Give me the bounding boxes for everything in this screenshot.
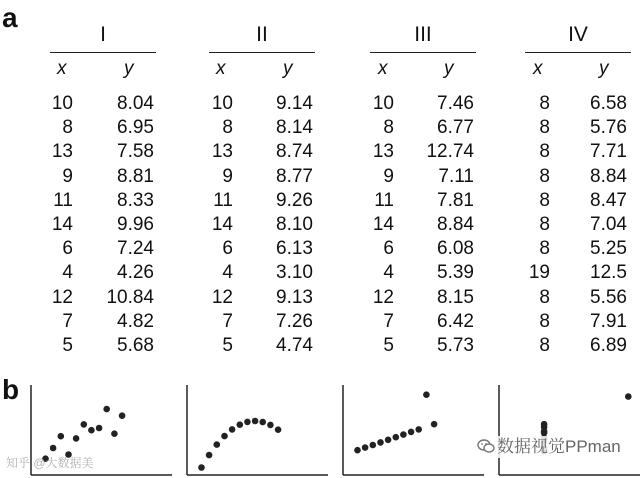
wechat-icon (477, 437, 495, 455)
cell-y: 9.13 (276, 286, 313, 308)
group-rule (370, 52, 476, 53)
scatter-point (229, 426, 236, 433)
cell-y: 4.26 (117, 262, 154, 284)
scatter-point (96, 425, 103, 432)
group-title: III (414, 23, 432, 46)
table-row (50, 334, 156, 358)
table-row (209, 92, 315, 116)
cell-x: 8 (539, 238, 550, 260)
cell-x: 9 (62, 165, 73, 187)
scatter-svg (498, 385, 640, 476)
cell-x: 11 (53, 189, 73, 211)
table-row (50, 116, 156, 140)
scatter-point (73, 435, 80, 442)
scatter-point (370, 442, 377, 449)
cell-y: 7.04 (590, 213, 627, 235)
group-title: IV (568, 23, 588, 46)
cell-x: 11 (374, 189, 394, 211)
cell-y: 6.95 (117, 117, 154, 139)
table-row (525, 237, 631, 261)
table-row (525, 286, 631, 310)
cell-x: 8 (539, 334, 550, 356)
cell-y: 6.42 (437, 310, 474, 332)
table-row (370, 237, 476, 261)
cell-y: 7.91 (590, 310, 627, 332)
cell-x: 9 (222, 165, 233, 187)
group-rule (50, 52, 156, 53)
cell-y: 12.5 (590, 262, 627, 284)
cell-y: 4.82 (117, 310, 154, 332)
cell-x: 9 (383, 165, 394, 187)
group-rule (209, 52, 315, 53)
cell-y: 7.46 (437, 93, 474, 114)
cell-y: 7.71 (590, 141, 627, 163)
table-row (209, 189, 315, 213)
table-row (370, 140, 476, 164)
cell-y: 8.33 (117, 189, 154, 211)
cell-y: 8.84 (590, 165, 627, 187)
scatter-point (393, 434, 400, 441)
scatter-point (214, 441, 221, 448)
cell-x: 8 (222, 117, 233, 139)
table-row (50, 213, 156, 237)
cell-x: 8 (383, 117, 394, 139)
cell-x: 10 (372, 93, 394, 114)
table-row (50, 237, 156, 261)
cell-y: 4.74 (276, 334, 313, 356)
column-header-x: x (378, 58, 388, 79)
cell-y: 8.84 (437, 213, 474, 235)
cell-y: 6.08 (437, 238, 474, 260)
cell-x: 6 (62, 238, 73, 260)
cell-y: 6.89 (590, 334, 627, 356)
scatter-point (244, 419, 251, 426)
cell-y: 5.76 (590, 117, 627, 139)
cell-x: 13 (211, 141, 233, 163)
column-header-x: x (57, 58, 67, 79)
cell-x: 4 (383, 262, 394, 284)
cell-x: 8 (539, 141, 550, 163)
cell-y: 5.25 (590, 238, 627, 260)
scatter-point (111, 430, 118, 437)
cell-x: 13 (372, 141, 394, 163)
scatter-point (198, 464, 205, 471)
scatter-point (237, 421, 244, 428)
dataset-group-1 (50, 22, 156, 367)
dataset-group-4 (525, 22, 631, 367)
cell-y: 9.14 (276, 93, 313, 114)
table-row (209, 334, 315, 358)
cell-x: 8 (62, 117, 73, 139)
scatter-point (415, 426, 422, 433)
column-header-y: y (283, 58, 293, 79)
scatter-point (221, 433, 228, 440)
cell-x: 7 (62, 310, 73, 332)
scatter-point (206, 452, 213, 459)
cell-y: 8.47 (590, 189, 627, 211)
table-row (525, 116, 631, 140)
table-row (370, 189, 476, 213)
table-row (209, 140, 315, 164)
scatter-point (541, 428, 548, 435)
cell-y: 7.11 (438, 165, 474, 187)
cell-x: 10 (51, 93, 73, 114)
scatter-svg (342, 385, 484, 476)
table-rows (370, 92, 476, 358)
cell-x: 12 (211, 286, 233, 308)
table-row (370, 165, 476, 189)
scatter-point (362, 444, 369, 451)
scatter-point (50, 445, 57, 452)
table-row (209, 310, 315, 334)
cell-x: 5 (383, 334, 394, 356)
scatter-point (377, 439, 384, 446)
cell-x: 8 (539, 165, 550, 187)
scatter-point (259, 419, 266, 426)
cell-x: 4 (62, 262, 73, 284)
table-row (50, 310, 156, 334)
cell-x: 12 (51, 286, 73, 308)
table-rows (50, 92, 156, 358)
scatter-point (81, 421, 88, 428)
scatter-point (408, 429, 415, 436)
cell-y: 6.13 (276, 238, 313, 260)
scatter-point (252, 418, 259, 425)
cell-y: 9.26 (276, 189, 313, 211)
cell-x: 8 (539, 286, 550, 308)
table-row (525, 140, 631, 164)
scatter-point (423, 391, 430, 398)
table-row (50, 189, 156, 213)
column-header-x: x (533, 58, 543, 79)
group-title: I (100, 23, 106, 46)
table-row (525, 92, 631, 116)
scatter-point (119, 412, 126, 419)
scatter-panel-4 (498, 385, 640, 476)
column-header-y: y (599, 58, 609, 79)
watermark-right-text: 数据视觉PPman (497, 437, 621, 456)
cell-x: 5 (222, 334, 233, 356)
cell-y: 6.77 (437, 117, 474, 139)
table-row (209, 237, 315, 261)
cell-x: 6 (222, 238, 233, 260)
cell-x: 6 (383, 238, 394, 260)
scatter-point (88, 427, 95, 434)
column-header-y: y (444, 58, 454, 79)
cell-y: 12.74 (426, 141, 474, 163)
cell-y: 8.74 (276, 141, 313, 163)
cell-y: 8.14 (276, 117, 313, 139)
cell-x: 12 (372, 286, 394, 308)
table-row (209, 286, 315, 310)
group-rule (525, 52, 631, 53)
cell-y: 7.26 (276, 310, 313, 332)
table-row (370, 286, 476, 310)
table-row (209, 213, 315, 237)
dataset-group-3 (370, 22, 476, 367)
table-row (525, 310, 631, 334)
cell-x: 14 (211, 213, 233, 235)
cell-y: 5.39 (437, 262, 474, 284)
cell-y: 7.24 (117, 238, 154, 260)
panel-a-label: a (2, 2, 18, 33)
cell-y: 8.10 (276, 213, 313, 235)
cell-x: 7 (222, 310, 233, 332)
cell-x: 11 (213, 189, 233, 211)
cell-x: 13 (51, 141, 73, 163)
table-row (370, 116, 476, 140)
cell-y: 8.15 (437, 286, 474, 308)
panel-b-label: b (2, 374, 20, 405)
cell-y: 7.58 (117, 141, 154, 163)
table-rows (525, 92, 631, 358)
table-row (525, 334, 631, 358)
table-row (209, 261, 315, 285)
table-row (525, 213, 631, 237)
table-row (525, 189, 631, 213)
cell-x: 4 (222, 262, 233, 284)
watermark-left: 知乎 @大数据美 (6, 456, 94, 470)
scatter-point (431, 421, 438, 428)
scatter-panel-2 (186, 385, 328, 476)
table-rows (209, 92, 315, 358)
cell-x: 8 (539, 310, 550, 332)
table-row (370, 92, 476, 116)
scatter-point (267, 422, 274, 429)
column-header-x: x (216, 58, 226, 79)
cell-y: 8.04 (117, 93, 154, 114)
table-row (370, 261, 476, 285)
cell-x: 19 (528, 262, 550, 284)
cell-y: 7.81 (437, 189, 474, 211)
cell-x: 5 (62, 334, 73, 356)
cell-x: 14 (51, 213, 73, 235)
cell-x: 8 (539, 213, 550, 235)
cell-y: 5.68 (117, 334, 154, 356)
cell-y: 8.77 (276, 165, 313, 187)
scatter-point (103, 406, 110, 413)
cell-x: 8 (539, 93, 550, 114)
table-row (50, 140, 156, 164)
watermark-right (475, 436, 623, 458)
table-row (50, 286, 156, 310)
cell-y: 5.73 (437, 334, 474, 356)
dataset-group-2 (209, 22, 315, 367)
scatter-point (625, 393, 632, 400)
scatter-point (400, 431, 407, 438)
table-row (525, 165, 631, 189)
cell-y: 8.81 (117, 165, 154, 187)
scatter-point (58, 433, 65, 440)
cell-x: 8 (539, 117, 550, 139)
cell-x: 8 (539, 189, 550, 211)
table-row (525, 261, 631, 285)
scatter-point (275, 426, 282, 433)
cell-x: 10 (211, 93, 233, 114)
cell-y: 5.56 (590, 286, 627, 308)
table-row (209, 165, 315, 189)
scatter-svg (186, 385, 328, 476)
scatter-panel-3 (342, 385, 484, 476)
table-row (50, 92, 156, 116)
cell-y: 3.10 (276, 262, 313, 284)
table-row (209, 116, 315, 140)
scatter-point (354, 447, 361, 454)
table-row (370, 310, 476, 334)
cell-y: 9.96 (117, 213, 154, 235)
table-row (370, 334, 476, 358)
cell-y: 6.58 (590, 93, 627, 114)
group-title: II (256, 23, 268, 46)
table-row (50, 165, 156, 189)
cell-x: 7 (383, 310, 394, 332)
column-header-y: y (124, 58, 134, 79)
table-row (50, 261, 156, 285)
cell-y: 10.84 (106, 286, 154, 308)
scatter-point (385, 437, 392, 444)
cell-x: 14 (372, 213, 394, 235)
table-row (370, 213, 476, 237)
